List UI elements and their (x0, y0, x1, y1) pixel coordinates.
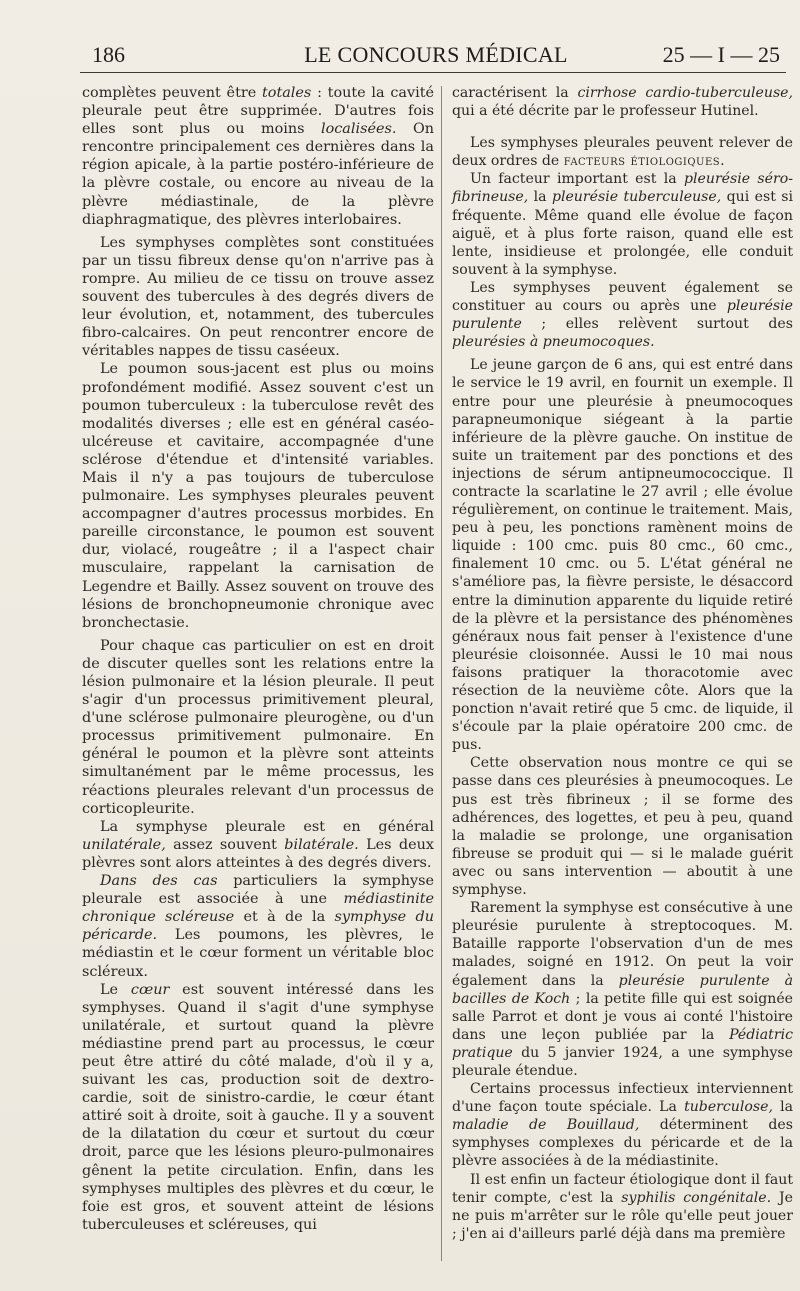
column-divider (441, 86, 442, 1261)
journal-title: LE CONCOURS MÉDICAL (304, 42, 568, 67)
italic-run: cirrhose cardio-tuberculeuse, (577, 85, 794, 101)
text-run: qui a été décrite par le professeur Hutinel. (452, 103, 759, 120)
text-run: Les poumons, les plèvres, le médiastin et le cœur forment un véritable bloc scléreux. (82, 927, 434, 980)
text-run: Certains processus infectieux interviennent d'une façon toute spéciale. La (452, 1081, 793, 1116)
italic-run: unilatérale, (82, 836, 166, 853)
paragraph: Le poumon sous-jacent est plus ou moins profondément modifié. Assez souvent c'est un poumon tuberculeux : la tuberculose revêt des modalités diverses ; elle est en général caséo-ulcéreuse et cavitaire, accompagnée d'une sclérose d'étendue et d'intensité variables. Mais il n'y a pas toujours de tuberculose pulmonaire. Les symphyses pleurales peuvent accompagner d'autres processus morbides. En pareille circonstance, le poumon est souvent dur, violacé, rougeâtre ; il a l'aspect chair musculaire, rappelant la carnisation de Legendre et Bailly. Assez souvent on trouve des lésions de bronchopneumonie chronique avec bronchectasie. (82, 361, 434, 631)
left-column (82, 84, 434, 1234)
text-run: Les symphyses pleurales peuvent relever de deux ordres de (452, 135, 793, 170)
italic-run: tuberculose, (684, 1099, 773, 1116)
paragraph (82, 818, 434, 872)
italic-run: pleurésie purulente à bacilles de Koch (452, 972, 793, 1007)
text-run: : toute la cavité pleurale peut être supprimée. D'autres fois elles sont plus ou moins (82, 85, 435, 138)
paragraph (82, 84, 434, 229)
running-header (92, 42, 780, 70)
page-number: 186 (92, 42, 125, 67)
italic-run: totales (262, 85, 312, 101)
text-run: qui est si fréquente. Même quand elle évolue de façon aiguë, et à plus forte raison, quand elle est lente, insidieuse et prolongée, elle conduit souvent à la symphyse. (452, 189, 794, 278)
text-run: ; elles relèvent surtout des (521, 316, 793, 333)
italic-run: Dans des cas (100, 873, 218, 890)
paragraph: Les symphyses complètes sont constituées par un tissu fibreux dense qu'on n'arrive pas à rompre. Au milieu de ce tissu on trouve assez souvent des tubercules à des degrés divers de leur évolution, et, notamment, des tubercules fibro-calcaires. On peut rencontrer encore de véritables nappes de tissu caséeux. (82, 234, 434, 360)
italic-run: pleurésie séro-fibrineuse, (452, 171, 793, 206)
small-caps-run: facteurs étiologiques. (563, 153, 726, 170)
header-rule (80, 72, 786, 73)
paragraph: Pour chaque cas particulier on est en droit de discuter quelles sont les relations entre la lésion pulmonaire et la lésion pleurale. Il peut s'agir d'un processus primitivement pleural, d'une sclérose pulmonaire pleurogène, ou d'un processus primitivement pulmonaire. En général le poumon et la plèvre sont atteints simultanément par le même processus, les réactions pleurales relevant d'un processus de corticopleurite. (82, 637, 434, 817)
paragraph (452, 1080, 793, 1170)
text-run: la (528, 189, 552, 206)
text-run: Les deux plèvres sont alors atteintes à des degrés divers. (82, 836, 435, 871)
italic-run: médiastinite chronique scléreuse (82, 891, 434, 926)
italic-run: syphilis congénitale. (621, 1189, 772, 1206)
paragraph (452, 134, 793, 170)
text-run: et à de la (234, 909, 335, 926)
text-run: Il est enfin un facteur étiologique dont il faut tenir compte, c'est la (452, 1171, 793, 1206)
italic-run: pleurésie tuberculeuse, (551, 189, 722, 206)
paragraph (452, 279, 793, 351)
text-run: Le (100, 981, 131, 998)
text-run: est souvent intéressé dans les symphyses. Quand il s'agit d'une symphyse unilatérale, et surtout quand la plèvre médiastine prend part au processus, le cœur peut être attiré du côté malade, d'où il y a, suivant les cas, production soit de dextro-cardie, soit de sinistro-cardie, le cœur étant attiré soit à droite, soit à gauche. Il y a souvent de la dilatation du cœur et surtout du cœur droit, parce que les lésions pleuro-pulmonaires gênent la petite circulation. Enfin, dans les symphyses multiples des plèvres et du cœur, le foie est gros, et souvent atteint de lésions tuberculeuses et scléreuses, qui (82, 981, 434, 1233)
paragraph: Cette observation nous montre ce qui se passe dans ces pleurésies à pneumocoques. Le pus est très fibrineux ; il se forme des adhérences, des logettes, et peu à peu, quand la maladie se prolonge, une organisation fibreuse se produit qui — si le malade guérit avec ou sans intervention — aboutit à une symphyse. (452, 755, 793, 899)
paragraph: Le jeune garçon de 6 ans, qui est entré dans le service le 19 avril, en fournit un exemple. Il entre pour une pleurésie à pneumocoques parapneumonique siégeant à la partie inférieure de la plèvre gauche. On institue de suite un traitement par des ponctions et des injections de sérum antipneumococcique. Il contracte la scarlatine le 27 avril ; elle évolue régulièrement, on continue le traitement. Mais, peu à peu, les ponctions ramènent moins de liquide : 100 cmc. puis 80 cmc., 60 cmc., finalement 10 cmc. ou 5. L'état général ne s'améliore pas, la fièvre persiste, le désaccord entre la diminution apparente du liquide retiré de la plèvre et la persistance des phénomènes généraux nous fait penser à l'existence d'une pleurésie cloisonnée. Aussi le 10 mai nous faisons pratiquer la thoracotomie avec résection de la neuvième côte. Alors que la ponction n'avait retiré que 5 cmc. de liquide, il s'écoule par la plaie opératoire 200 cmc. de pus. (452, 357, 793, 754)
text-run: Les symphyses peuvent également se constituer au cours ou après une (452, 279, 793, 315)
paragraph (452, 899, 793, 1080)
text-run: On rencontre principalement ces dernières dans la région apicale, à la partie postéro-inférieure de la plèvre costale, ou encore au niveau de la plèvre médiastinale, de la plèvre diaphragmatique, des plèvres interlobaires. (82, 121, 435, 228)
italic-run: symphyse du péricarde. (82, 909, 434, 944)
italic-run: cœur (130, 981, 170, 998)
text-run: La symphyse pleurale est en général (100, 818, 434, 835)
paragraph (452, 170, 793, 279)
paragraph (452, 84, 793, 120)
text-run: assez souvent (165, 836, 285, 853)
italic-run: localisées. (320, 121, 397, 138)
text-run: Je ne puis m'arrêter sur le rôle qu'elle peut jouer ; j'en ai d'ailleurs parlé déjà dans ma première (452, 1189, 793, 1242)
italic-run: pleurésies à pneumocoques. (452, 334, 655, 351)
italic-run: Pédiatric pratique (452, 1026, 793, 1061)
paragraph (82, 872, 434, 981)
text-run: Un facteur important est la (470, 171, 684, 188)
text-run: complètes peuvent être (82, 85, 262, 101)
right-column (452, 84, 793, 1243)
text-run: déterminent des symphyses complexes du péricarde et de la plèvre associées à de la médiastinite. (452, 1117, 793, 1170)
text-run: du 5 janvier 1924, a une symphyse pleurale étendue. (452, 1044, 793, 1079)
italic-run: bilatérale. (284, 836, 359, 853)
text-run: caractérisent la (452, 85, 578, 101)
text-run: ; la petite fille qui est soignée salle Parrot et dont je vous ai conté l'histoire dans une leçon publiée par la (452, 990, 793, 1043)
text-run: Rarement la symphyse est consécutive à une pleurésie purulente à streptocoques. M. Bataille rapporte l'observation d'un de mes malades, soigné en 1912. On peut la voir également dans la (452, 900, 793, 989)
paragraph (452, 1171, 793, 1243)
italic-run: maladie de Bouillaud, (452, 1117, 640, 1134)
text-run: la (772, 1099, 794, 1116)
text-run: particuliers la symphyse pleurale est associée à une (82, 873, 434, 908)
paragraph (82, 981, 434, 1234)
issue-date: 25 — I — 25 (662, 42, 780, 67)
italic-run: pleurésie purulente (452, 298, 793, 333)
